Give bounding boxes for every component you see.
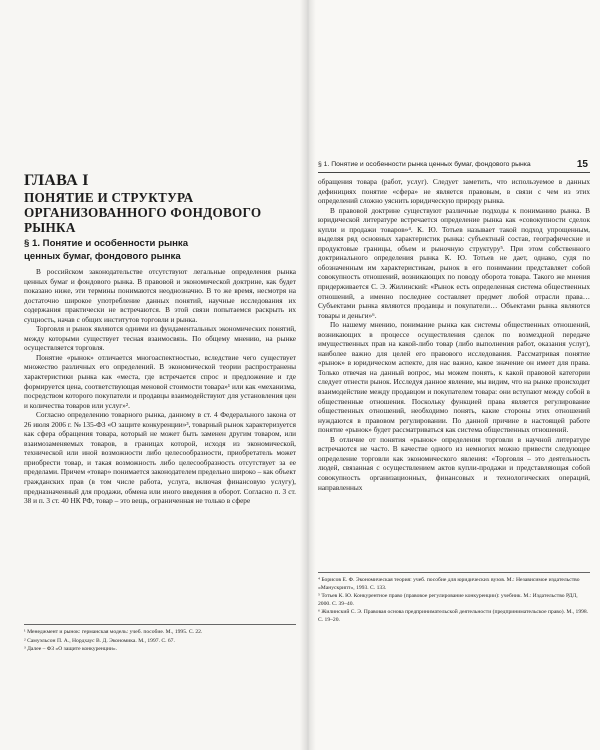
paragraph: Понятие «рынок» отличается многоаспектностью, вследствие чего существует множество различных его определений. В экономической теории распространены характеристики рынка как «места, где встречается спрос и предложение и где формируется цена, соответствующая меновой стоимости товара»¹ или как «механизма, посредством которого покупатели и продавцы взаимодействуют для установления цен и количества товаров или услуг»². [24,352,296,410]
paragraph: Согласно определению товарного рынка, данному в ст. 4 Федерального закона от 26 июля 2006 г. № 135-ФЗ «О защите конкуренции»³, товарный рынок характеризуется как сфера обращения товара, который не может быть заменен другим товаром, или взаимозаменяемых товаров, в границах которой, исходя из экономической, технической или иной возможности либо целесообразности, приобретатель может приобрести товар, и такая возможность либо целесообразность отсутствует за ее пределами. Причем «товар» понимается законодателем предельно широко – как объект гражданских прав (в том числе работа, услуга, включая финансовую услугу), предназначенный для продажи, обмена или иного введения в оборот. Согласно п. 3 ст. 38 и п. 3 ст. 40 НК РФ, товар – это вещь, ограниченная не только в сфере [24,410,296,506]
right-footnotes [318,572,590,626]
book-gutter [300,0,316,750]
footnote: ¹ Менеджмент и рынок: германская модель: учеб. пособие. М., 1995. С. 22. [24,629,203,635]
footnote: ⁴ Борисов Е. Ф. Экономическая теория: учеб. пособие для юридических вузов. М.: Независимое издательство «Манускрипт», 1993. С. 133. [318,577,580,591]
page-number: 15 [576,159,588,170]
paragraph: обращения товара (работ, услуг). Следует заметить, что используемое в данных дефинициях понятие «сфера» не является правовым, в связи с чем из этих определений сложно уяснить юридическую природу рынка. [318,177,590,206]
running-head [318,160,590,173]
paragraph: В отличие от понятия «рынок» определения торговли в научной литературе встречаются не часто. В качестве одного из немногих можно привести следующее определение торговли как экономического явления: «Торговля – это деятельность людей, связанная с осуществлением актов купли-продажи и представляющая собой совокупность организационных, финансовых и технологических операций, направленных [318,434,590,492]
footnote: ⁶ Жилинский С. Э. Правовая основа предпринимательской деятельности (предпринимательское право). М., 1998. С. 19–20. [318,609,589,623]
left-footnotes [24,624,296,655]
paragraph: Торговля и рынок являются одними из фундаментальных экономических понятий, между которыми существует тесная взаимосвязь. По общему мнению, на рынке осуществляется торговля. [24,324,296,353]
running-head-title: § 1. Понятие и особенности рынка ценных бумаг, фондового рынка [318,161,531,168]
footnote: ³ Далее – ФЗ «О защите конкуренции». [24,646,118,653]
right-body-text [318,177,590,492]
left-body-text [24,267,296,506]
paragraph: В российском законодательстве отсутствуют легальные определения рынка ценных бумаг и фондового рынка. В правовой и экономической доктрине, как будет показано ниже, эти термины понимаются неоднозначно. В то же время, несмотря на достаточно широкое употребление данных понятий, научные исследования их содержания практически не встречаются. В этой связи попытаемся раскрыть их сущность, начав с общих институтов торговли и рынка. [24,267,296,324]
footnote: ² Самуэльсон П. А., Нордхаус В. Д. Экономика. М., 1997. С. 67. [24,637,175,644]
chapter-heading [24,172,300,235]
footnote: ⁵ Тотьев К. Ю. Конкурентное право (правовое регулирование конкуренции): учебник. М.: Издательство РДЛ, 2000. С. 39–40. [318,593,578,607]
section-heading: § 1. Понятие и особенности рынка ценных бумаг, фондового рынка [24,238,189,262]
paragraph: По нашему мнению, понимание рынка как системы общественных отношений, возникающих в процессе осуществления сделок по возмездной передаче имущественных прав на какой-либо товар (либо выполнения работ, оказания услуг), наиболее важно для целей его правового исследования. Рассматривая понятие «рынок» в юридическом аспекте, для нас важно, какое значение он имеет для права. Только отвечая на данный вопрос, мы можем понять, к какой правовой категории следует отнести рынок. Исследуя данное явление, мы видим, что на рынке происходит взаимодействие между продавцом и покупателем товара: они вступают между собой в общественные отношения. Поскольку функцией права является регулирование общественных отношений, необходимо понять, какие стороны этих отношений нуждаются в правовом регулировании. По данной причине в настоящей работе понятие «рынок» будет рассматриваться как система общественных отношений. [318,320,590,435]
chapter-number: ГЛАВА I [24,172,89,189]
chapter-title: ПОНЯТИЕ И СТРУКТУРА ОРГАНИЗОВАННОГО ФОНДОВОГО РЫНКА [24,190,262,235]
paragraph: В правовой доктрине существуют различные подходы к пониманию рынка. В юридической литературе встречается определение рынка как «совокупности сделок купли и продажи товаров»⁴. К. Ю. Тотьев называет такой подход упрощенным, выделяя ряд основных характеристик рынка: субъектный состав, географические и продуктовые границы, объем и рыночную структуру⁵. При этом собственного доктринального определения рынка К. Ю. Тотьев не дает, однако, судя по обозначенным им характеристикам, рынок в его понимании представляет собой совокупность отношений, возникающих по поводу оборота товара. Такого же мнения придерживается С. Э. Жилинский: «Рынок есть определенная система общественных отношений, а именно последнее составляет предмет любой отрасли права… Субъектами рынка являются продавцы и покупатели… Объектами рынка являются товары и деньги»⁶. [318,205,590,320]
